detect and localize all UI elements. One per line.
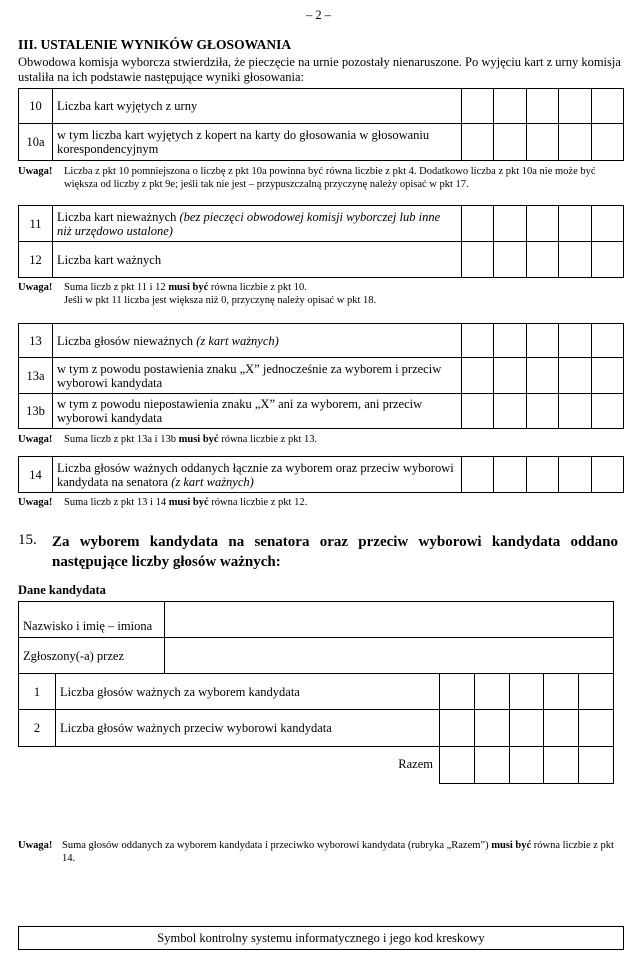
note-label: Uwaga!	[18, 282, 53, 293]
digit-box[interactable]	[494, 324, 526, 358]
note-1	[18, 165, 623, 191]
digit-box[interactable]	[559, 324, 591, 358]
note-2	[18, 281, 623, 307]
note-4	[18, 496, 623, 509]
digit-box[interactable]	[440, 747, 475, 784]
row-number: 2	[19, 710, 56, 747]
table-row	[19, 124, 624, 161]
results-table-14	[18, 456, 624, 493]
row-number: 13	[19, 324, 53, 358]
digit-box[interactable]	[526, 358, 558, 394]
row-number: 1	[19, 674, 56, 710]
note-text: Suma głosów oddanych za wyborem kandydata i przeciwko wyborowi kandydata (rubryka „Razem”) musi być równa liczbie z pkt 14.	[62, 840, 614, 864]
digit-box[interactable]	[526, 324, 558, 358]
note-label: Uwaga!	[18, 434, 53, 445]
results-table-13	[18, 323, 624, 429]
name-label: Nazwisko i imię – imiona	[19, 602, 165, 638]
table-row	[19, 710, 614, 747]
digit-box[interactable]	[509, 747, 544, 784]
digit-box[interactable]	[462, 358, 494, 394]
candidate-heading: Dane kandydata	[18, 583, 106, 597]
digit-box[interactable]	[462, 124, 494, 161]
candidate-info-table	[18, 601, 614, 674]
digit-box[interactable]	[559, 394, 591, 429]
row-number: 12	[19, 242, 53, 278]
digit-box[interactable]	[591, 324, 623, 358]
digit-box[interactable]	[559, 242, 591, 278]
table-row	[19, 747, 614, 784]
note-label: Uwaga!	[18, 497, 53, 508]
digit-box[interactable]	[474, 710, 509, 747]
digit-box[interactable]	[591, 457, 623, 493]
digit-box[interactable]	[474, 674, 509, 710]
table-row	[19, 638, 614, 674]
row-number: 11	[19, 206, 53, 242]
row-label: Liczba głosów nieważnych (z kart ważnych)	[53, 324, 462, 358]
note-text: Suma liczb z pkt 13a i 13b musi być równa liczbie z pkt 13.	[64, 434, 318, 445]
question-number: 15.	[18, 532, 37, 548]
digit-box[interactable]	[526, 89, 558, 124]
table-row	[19, 602, 614, 638]
digit-box[interactable]	[544, 747, 579, 784]
digit-box[interactable]	[494, 394, 526, 429]
row-label: Liczba kart wyjętych z urny	[53, 89, 462, 124]
row-label: w tym z powodu postawienia znaku „X” jednocześnie za wyborem i przeciw wyborowi kandydata	[53, 358, 462, 394]
note-text: Suma liczb z pkt 11 i 12 musi być równa liczbie z pkt 10. Jeśli w pkt 11 liczba jest większa niż 0, przyczynę należy opisać w pkt 18.	[64, 282, 377, 306]
digit-box[interactable]	[462, 394, 494, 429]
digit-box[interactable]	[494, 358, 526, 394]
digit-box[interactable]	[526, 242, 558, 278]
digit-box[interactable]	[591, 242, 623, 278]
digit-box[interactable]	[462, 324, 494, 358]
digit-box[interactable]	[579, 747, 614, 784]
digit-box[interactable]	[462, 206, 494, 242]
digit-box[interactable]	[591, 206, 623, 242]
section-intro: Obwodowa komisja wyborcza stwierdziła, że pieczęcie na urnie pozostały nienaruszone. Po wyjęciu kart z urny komisja ustaliła na ich podstawie następujące wyniki głosowania:	[18, 55, 621, 84]
row-number: 13b	[19, 394, 53, 429]
digit-box[interactable]	[591, 394, 623, 429]
digit-box[interactable]	[462, 457, 494, 493]
digit-box[interactable]	[494, 242, 526, 278]
note-text: Suma liczb z pkt 13 i 14 musi być równa liczbie z pkt 12.	[64, 497, 308, 508]
table-row	[19, 89, 624, 124]
note-label: Uwaga!	[18, 166, 53, 177]
table-row	[19, 324, 624, 358]
digit-box[interactable]	[579, 710, 614, 747]
table-row	[19, 206, 624, 242]
note-label: Uwaga!	[18, 840, 53, 851]
digit-box[interactable]	[559, 358, 591, 394]
digit-box[interactable]	[474, 747, 509, 784]
results-table-10	[18, 88, 624, 161]
digit-box[interactable]	[591, 358, 623, 394]
row-label: Liczba kart nieważnych (bez pieczęci obwodowej komisji wyborczej lub inne niż urzędowo ustalone)	[53, 206, 462, 242]
row-label: Liczba głosów ważnych oddanych łącznie za wyborem oraz przeciw wyborowi kandydata na senatora (z kart ważnych)	[53, 457, 462, 493]
row-number: 10a	[19, 124, 53, 161]
nominated-label: Zgłoszony(-a) przez	[19, 638, 165, 674]
note-text: Liczba z pkt 10 pomniejszona o liczbę z pkt 10a powinna być równa liczbie z pkt 4. Dodatkowo liczba z pkt 10a nie może być większa od liczby z pkt 9e; jeśli tak nie jest – przypuszczalną przyczynę należy opisać w pkt 17.	[64, 166, 596, 190]
digit-box[interactable]	[591, 89, 623, 124]
row-number: 14	[19, 457, 53, 493]
digit-box[interactable]	[559, 206, 591, 242]
row-number: 10	[19, 89, 53, 124]
digit-box[interactable]	[559, 457, 591, 493]
digit-box[interactable]	[462, 89, 494, 124]
table-row	[19, 242, 624, 278]
name-field[interactable]	[165, 602, 614, 638]
table-row	[19, 358, 624, 394]
digit-box[interactable]	[526, 394, 558, 429]
note-5	[18, 839, 623, 865]
digit-box[interactable]	[462, 242, 494, 278]
digit-box[interactable]	[526, 457, 558, 493]
digit-box[interactable]	[509, 674, 544, 710]
digit-box[interactable]	[494, 124, 526, 161]
digit-box[interactable]	[544, 674, 579, 710]
candidate-votes-table	[18, 673, 614, 784]
row-label: Liczba głosów ważnych za wyborem kandydata	[56, 674, 440, 710]
nominated-field[interactable]	[165, 638, 614, 674]
digit-box[interactable]	[494, 206, 526, 242]
digit-box[interactable]	[579, 674, 614, 710]
section-title: III. USTALENIE WYNIKÓW GŁOSOWANIA	[18, 37, 292, 52]
total-label: Razem	[19, 747, 440, 784]
row-label: w tym z powodu niepostawienia znaku „X” ani za wyborem, ani przeciw wyborowi kandydata	[53, 394, 462, 429]
digit-box[interactable]	[526, 206, 558, 242]
table-row	[19, 674, 614, 710]
row-label: w tym liczba kart wyjętych z kopert na karty do głosowania w głosowaniu korespondencyjnym	[53, 124, 462, 161]
digit-box[interactable]	[494, 457, 526, 493]
digit-box[interactable]	[526, 124, 558, 161]
digit-box[interactable]	[440, 674, 475, 710]
digit-box[interactable]	[494, 89, 526, 124]
row-label: Liczba głosów ważnych przeciw wyborowi kandydata	[56, 710, 440, 747]
digit-box[interactable]	[440, 710, 475, 747]
digit-box[interactable]	[559, 124, 591, 161]
row-label: Liczba kart ważnych	[53, 242, 462, 278]
note-3	[18, 433, 623, 446]
table-row	[19, 457, 624, 493]
question-15	[18, 532, 618, 572]
row-number: 13a	[19, 358, 53, 394]
digit-box[interactable]	[509, 710, 544, 747]
table-row	[19, 394, 624, 429]
barcode-box: Symbol kontrolny systemu informatycznego i jego kod kreskowy	[18, 926, 624, 950]
results-table-11	[18, 205, 624, 278]
digit-box[interactable]	[559, 89, 591, 124]
question-text: Za wyborem kandydata na senatora oraz przeciw wyborowi kandydata oddano następujące liczby głosów ważnych:	[52, 534, 618, 570]
digit-box[interactable]	[544, 710, 579, 747]
page-number: – 2 –	[306, 8, 331, 22]
digit-box[interactable]	[591, 124, 623, 161]
